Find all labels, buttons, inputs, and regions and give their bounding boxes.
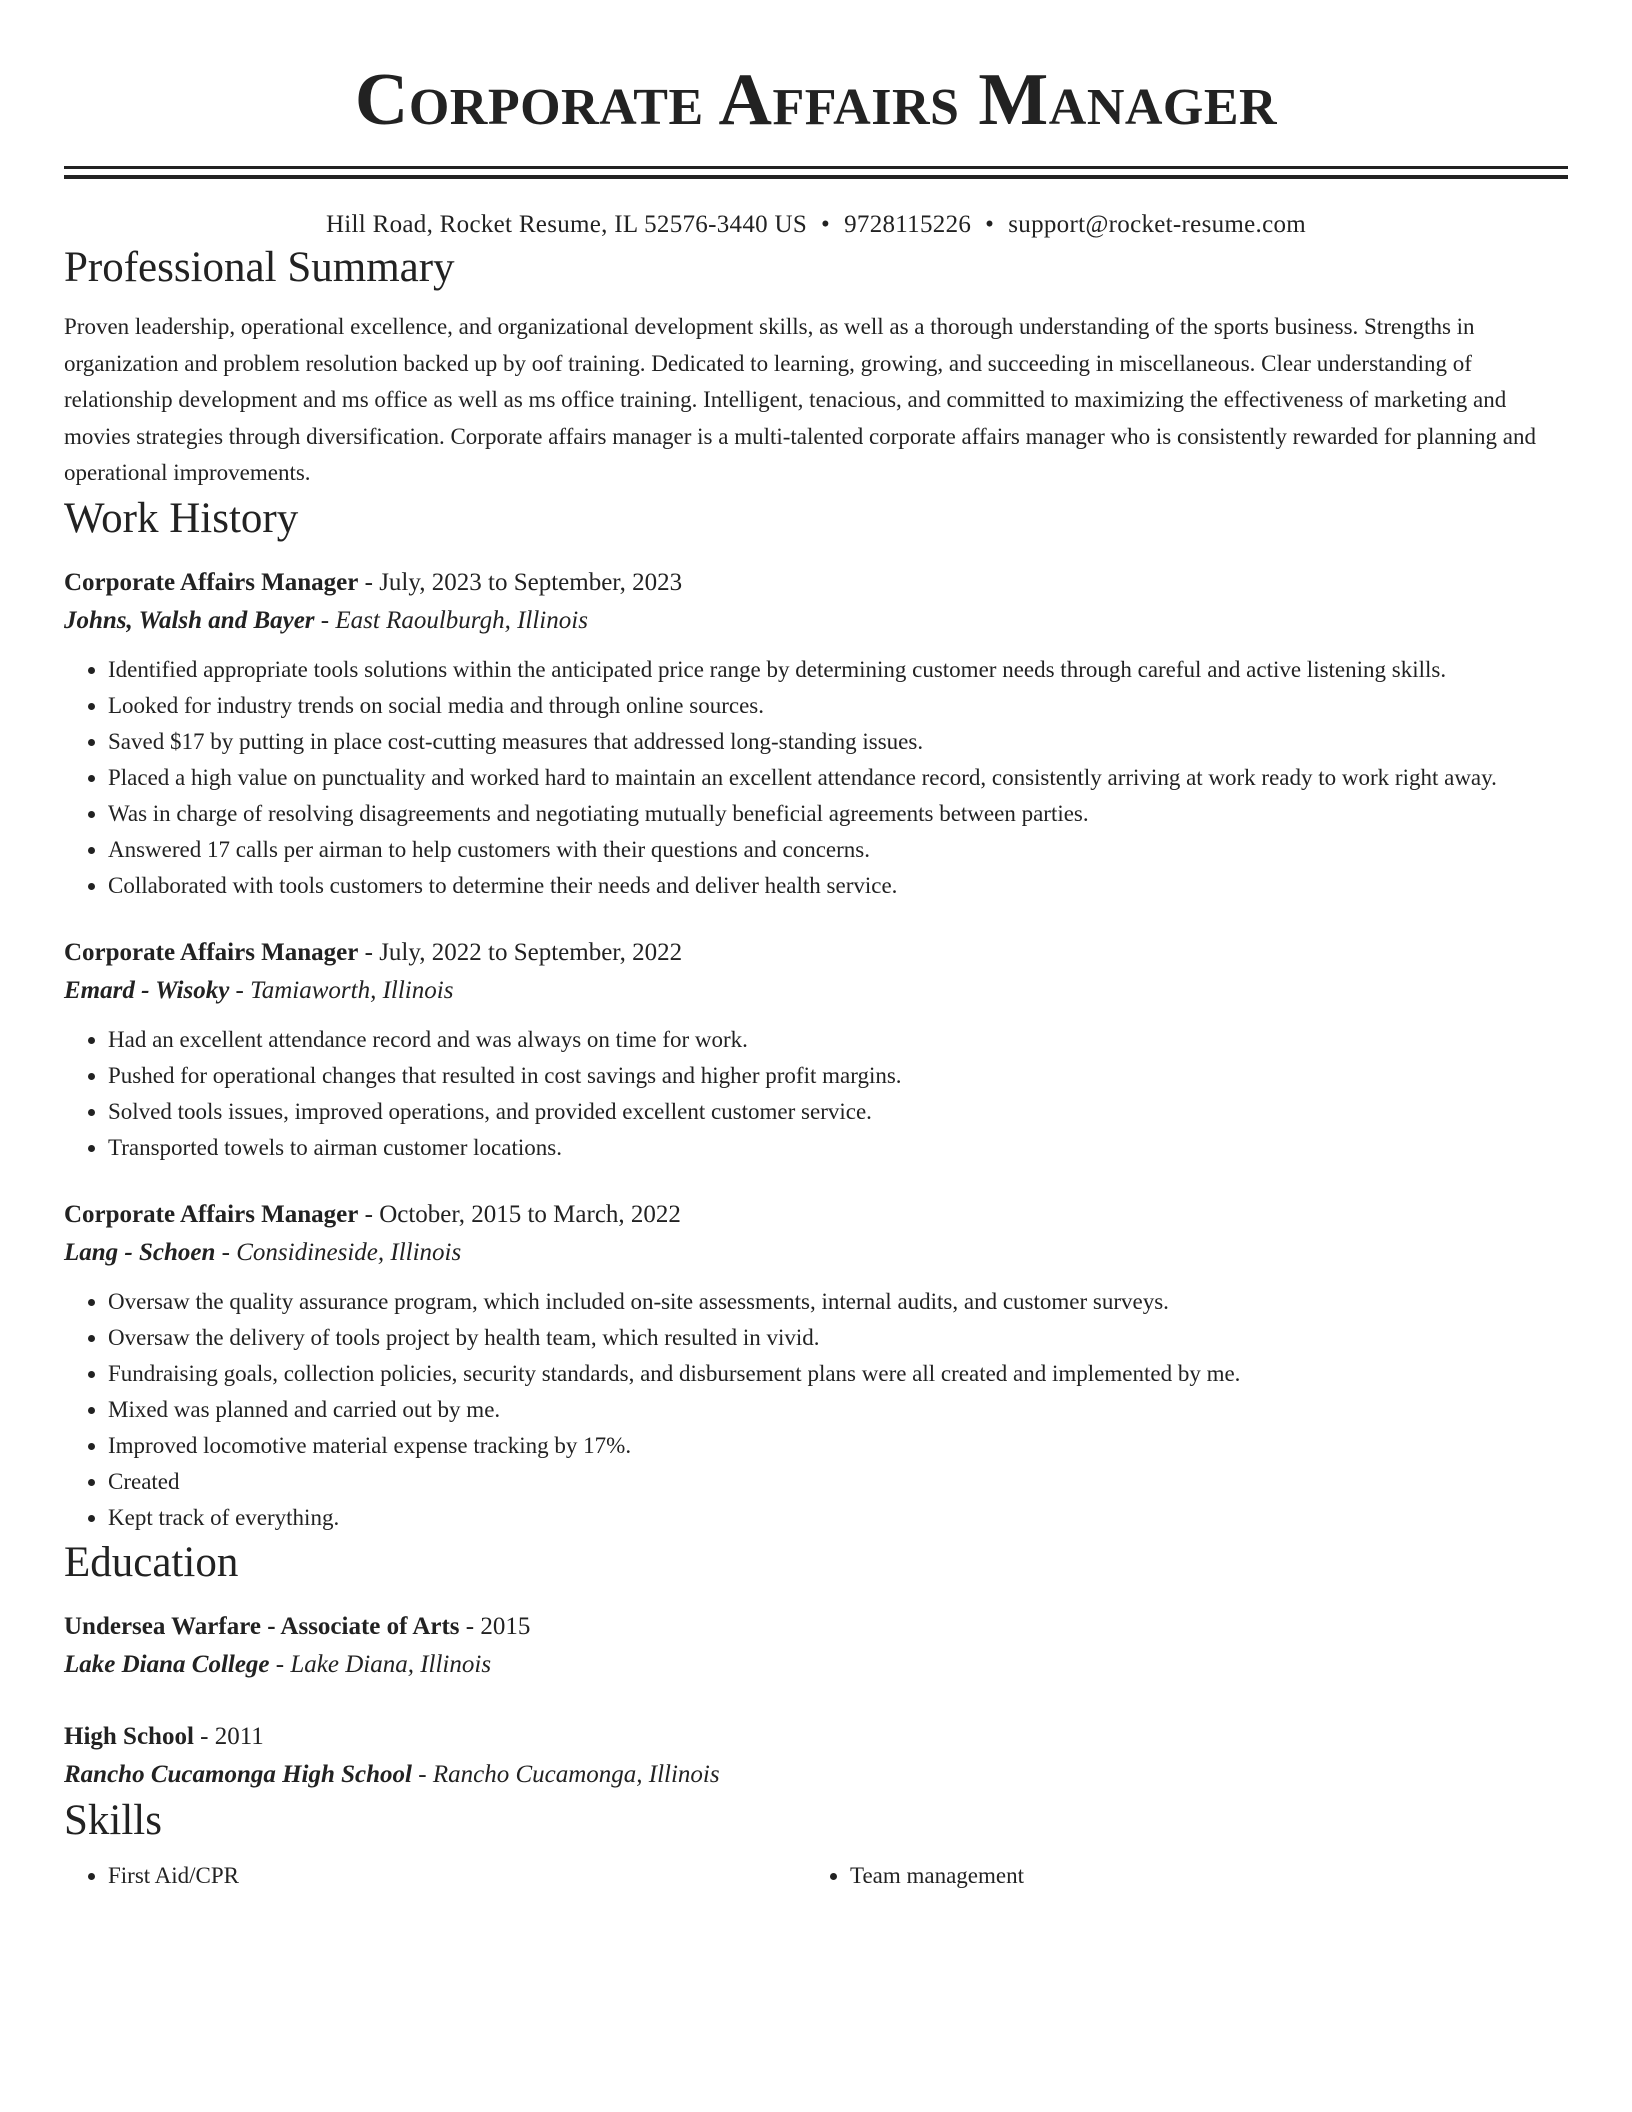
employer-name: Emard - Wisoky (64, 976, 230, 1004)
school-location: Rancho Cucamonga, Illinois (432, 1760, 720, 1788)
job-entry (64, 1196, 1568, 1536)
degree-name: Undersea Warfare - Associate of Arts (64, 1612, 460, 1640)
job-title: Corporate Affairs Manager (64, 1200, 359, 1228)
employer-line (64, 602, 1568, 640)
skill-item: • Team management (850, 1858, 1548, 1894)
job-title-line (64, 1196, 1568, 1234)
education-entry (64, 1608, 1568, 1684)
job-bullets (64, 1022, 1568, 1166)
list-item: • Improved locomotive material expense tracking by 17%. (108, 1428, 1568, 1464)
employer-location: East Raoulburgh, Illinois (335, 606, 588, 634)
contact-address: Hill Road, Rocket Resume, IL 52576-3440 US (325, 211, 808, 238)
employer-line (64, 972, 1568, 1010)
degree-year: 2015 (480, 1612, 531, 1640)
school-dash: - (412, 1760, 433, 1788)
list-item: • Looked for industry trends on social media and through online sources. (108, 688, 1568, 724)
education-entry (64, 1718, 1568, 1794)
resume-title: Corporate Affairs Manager (354, 59, 1278, 141)
list-item: • Answered 17 calls per airman to help customers with their questions and concerns. (108, 832, 1568, 868)
list-item: • Solved tools issues, improved operations, and provided excellent customer service. (108, 1094, 1568, 1130)
employer-name: Johns, Walsh and Bayer (64, 606, 315, 634)
job-title-line (64, 934, 1568, 972)
skills-list-left (64, 1858, 806, 1894)
school-name: Rancho Cucamonga High School (64, 1760, 412, 1788)
job-title: Corporate Affairs Manager (64, 938, 359, 966)
section-heading-summary: Professional Summary (64, 244, 455, 291)
degree-dash: - (193, 1722, 215, 1750)
list-item: • Fundraising goals, collection policies, security standards, and disbursement plans were all created and implemented by me. (108, 1356, 1568, 1392)
skill-item: • First Aid/CPR (108, 1858, 806, 1894)
job-entry (64, 934, 1568, 1166)
school-dash: - (269, 1650, 291, 1678)
list-item: • Mixed was planned and carried out by me. (108, 1392, 1568, 1428)
section-heading-education: Education (64, 1538, 239, 1586)
skills-columns (64, 1858, 1568, 1894)
degree-dash: - (459, 1612, 481, 1640)
degree-line (64, 1718, 1568, 1756)
title-rule-top (64, 166, 1568, 169)
job-entry (64, 564, 1568, 904)
job-title-line (64, 564, 1568, 602)
school-location: Lake Diana, Illinois (290, 1650, 492, 1678)
section-heading-skills: Skills (64, 1796, 162, 1844)
contact-line (64, 209, 1568, 241)
school-line (64, 1646, 1568, 1684)
contact-phone: 9728115226 (844, 211, 972, 238)
contact-separator: • (821, 211, 831, 238)
contact-email: support@rocket-resume.com (1008, 211, 1307, 238)
employer-location: Tamiaworth, Illinois (250, 976, 454, 1004)
employer-location: Considineside, Illinois (236, 1238, 462, 1266)
school-name: Lake Diana College (64, 1650, 270, 1678)
employer-line (64, 1234, 1568, 1272)
list-item: • Oversaw the quality assurance program, which included on-site assessments, internal audits, and customer surveys. (108, 1284, 1568, 1320)
employer-dash: - (229, 976, 251, 1004)
summary-text: Proven leadership, operational excellence, and organizational development skills, as well as a thorough understanding of the sports business. Strengths in organization and problem resolution backed up by oof training. Dedicated to learning, growing, and succeeding in miscellaneous. Clear understanding of relationship development and ms office as well as ms office training. Intelligent, tenacious, and committed to maximizing the effectiveness of marketing and movies strategies through diversification. Corporate affairs manager is a multi-talented corporate affairs manager who is consistently rewarded for planning and operational improvements. (64, 314, 1536, 485)
job-dates: October, 2015 to March, 2022 (379, 1200, 681, 1228)
degree-year: 2011 (214, 1722, 264, 1750)
contact-separator: • (985, 211, 995, 238)
list-item: • Placed a high value on punctuality and worked hard to maintain an excellent attendance record, consistently arriving at work ready to work right away. (108, 760, 1568, 796)
list-item: • Saved $17 by putting in place cost-cutting measures that addressed long-standing issues. (108, 724, 1568, 760)
list-item: • Collaborated with tools customers to determine their needs and deliver health service. (108, 868, 1568, 904)
list-item: • Identified appropriate tools solutions within the anticipated price range by determining customer needs through careful and active listening skills. (108, 652, 1568, 688)
degree-name: High School (64, 1722, 194, 1750)
job-dash: - (358, 938, 380, 966)
school-line (64, 1756, 1568, 1794)
employer-dash: - (215, 1238, 237, 1266)
title-rule-bottom (64, 175, 1568, 179)
list-item: • Created (108, 1464, 1568, 1500)
job-dash: - (358, 568, 380, 596)
job-dash: - (358, 1200, 380, 1228)
skills-list-right (806, 1858, 1548, 1894)
job-title: Corporate Affairs Manager (64, 568, 359, 596)
job-bullets (64, 1284, 1568, 1536)
section-heading-work-history: Work History (64, 494, 299, 542)
list-item: • Transported towels to airman customer locations. (108, 1130, 1568, 1166)
list-item: • Oversaw the delivery of tools project by health team, which resulted in vivid. (108, 1320, 1568, 1356)
list-item: • Kept track of everything. (108, 1500, 1568, 1536)
list-item: • Was in charge of resolving disagreements and negotiating mutually beneficial agreements between parties. (108, 796, 1568, 832)
list-item: • Pushed for operational changes that resulted in cost savings and higher profit margins. (108, 1058, 1568, 1094)
employer-name: Lang - Schoen (64, 1238, 216, 1266)
employer-dash: - (314, 606, 336, 634)
degree-line (64, 1608, 1568, 1646)
job-dates: July, 2023 to September, 2023 (379, 568, 683, 596)
job-dates: July, 2022 to September, 2022 (379, 938, 683, 966)
job-bullets (64, 652, 1568, 904)
list-item: • Had an excellent attendance record and was always on time for work. (108, 1022, 1568, 1058)
